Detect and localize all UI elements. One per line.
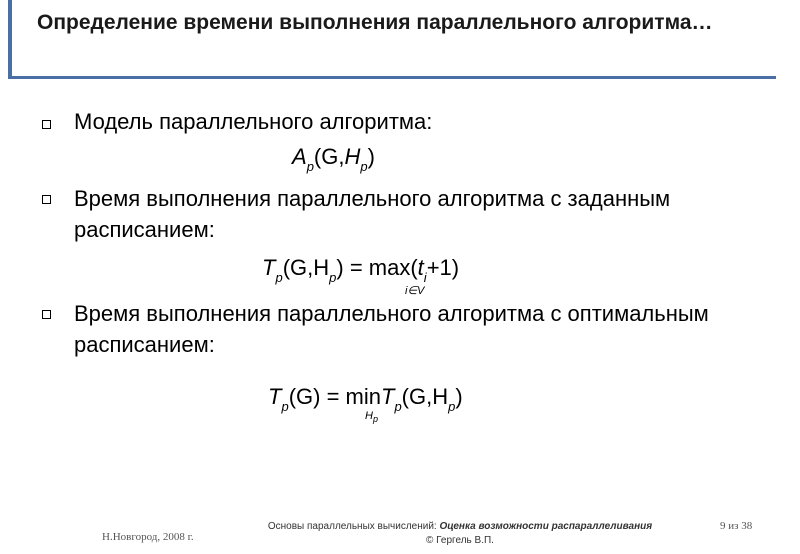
formula-time-optimal	[268, 384, 463, 414]
formula-to-under-p: p	[372, 414, 378, 424]
formula-ts-t: t	[417, 255, 424, 280]
formula-ts-Hp: p	[329, 270, 337, 285]
formula-to-T2: T	[380, 384, 395, 409]
formula-ts-T: T	[262, 255, 276, 280]
formula-ts-args: (G,H	[282, 255, 330, 280]
formula-to-args: (G) = min	[288, 384, 381, 409]
formula-to-close: )	[455, 384, 463, 409]
formula-to-p2: p	[394, 399, 402, 414]
formula-to-Hp: p	[448, 399, 456, 414]
formula-to-under-H: H	[365, 410, 373, 422]
bullet-3-marker	[42, 310, 51, 319]
formula-model-open: (G,	[313, 144, 345, 169]
title-accent-bar-horizontal	[8, 76, 776, 79]
bullet-2-text: Время выполнения параллельного алгоритма с заданным расписанием:	[74, 186, 671, 242]
footer-page-number: 9 из 38	[720, 520, 753, 532]
formula-model-p: p	[306, 159, 314, 174]
formula-model-H: H	[344, 144, 361, 169]
formula-to-args2: (G,H	[401, 384, 449, 409]
footer-topic: Оценка возможности распараллеливания	[439, 521, 653, 532]
bullet-2-marker	[42, 195, 51, 204]
formula-model-Hp: p	[360, 159, 368, 174]
bullet-1-text: Модель параллельного алгоритма:	[74, 109, 433, 134]
formula-ts-i: i	[423, 270, 427, 285]
slide-title: Определение времени выполнения параллельного алгоритма…	[37, 11, 713, 34]
footer-location-date: Н.Новгород, 2008 г.	[102, 531, 194, 543]
formula-ts-under: i∈V	[405, 285, 425, 297]
formula-to-p: p	[281, 399, 289, 414]
footer-course-name: Основы параллельных вычислений:	[267, 521, 437, 532]
formula-ts-plus: +1)	[426, 255, 460, 280]
formula-to-under	[365, 410, 378, 422]
bullet-1-marker	[42, 120, 51, 129]
footer-course	[240, 520, 680, 548]
formula-model	[292, 144, 375, 174]
formula-time-schedule	[262, 255, 460, 285]
bullet-3-text: Время выполнения параллельного алгоритма с оптимальным расписанием:	[74, 301, 709, 357]
title-accent-bar-vertical	[8, 0, 12, 78]
formula-ts-p: p	[275, 270, 283, 285]
formula-ts-eq: ) = max(	[336, 255, 418, 280]
formula-model-A: A	[292, 144, 307, 169]
formula-to-T: T	[268, 384, 282, 409]
formula-model-close: )	[367, 144, 375, 169]
footer-copyright: © Гергель В.П.	[426, 535, 494, 546]
